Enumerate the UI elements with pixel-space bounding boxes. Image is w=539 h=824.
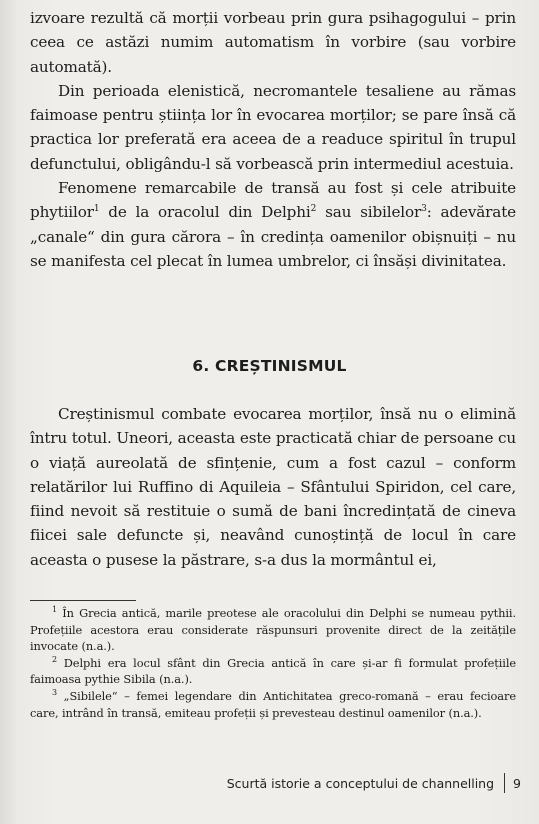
footnotes	[30, 605, 516, 721]
paragraph: Din perioada elenistică, necromantele tesaliene au rămas faimoase pentru știința lor în evocarea morților; se pare însă că practica lor preferată era aceea de a readuce spiritul în trupul defunctului, obligându-l să vorbească prin intermediul acestuia.	[30, 81, 516, 173]
footnote: $^2$ Delphi era locul sfânt din Grecia antică în care și-ar fi formulat profețiile faimoasa pythie Sibila (n.a.).	[30, 654, 516, 687]
body-text-section	[30, 402, 516, 572]
footnote-divider	[30, 600, 136, 601]
footnote: $^3$ „Sibilele“ – femei legendare din Antichitatea greco-romană – erau fecioare care, intrând în transă, emiteau profeții și prevesteau destinul oamenilor (n.a.).	[30, 687, 516, 720]
paragraph: Creștinismul combate evocarea morților, însă nu o elimină întru totul. Uneori, aceasta este practicată chiar de persoane cu o viață aureolată de sfințenie, cum a fost cazul – conform relatărilor lui Ruffino di Aquileia – Sfântului Spiridon, cel care, fiind nevoit să restituie o sumă de bani încredințată de cineva fiicei sale defuncte și, neavând cunoștință de locul în care aceasta o pusese la păstrare, s-a dus la mormântul ei,	[30, 405, 516, 569]
footnote-ref: 1	[93, 204, 100, 215]
section-heading: 6. CREȘTINISMUL	[192, 357, 347, 375]
body-text-top	[30, 6, 516, 273]
book-title: Scurtă istorie a conceptului de channelling	[226, 775, 495, 791]
paragraph-with-footnote-refs: Fenomene remarcabile de transă au fost și cele atribuite phytiilor$^1$ de la oracolul din Delphi$^2$ sau sibilelor$^3$: adevărate „canale“ din gura cărora – în credința oamenilor obișnuiți – nu se manifesta cel plecat în lumea umbrelor, ci însăși divinitatea.	[30, 179, 516, 270]
footnote-ref: 3	[421, 204, 427, 215]
footnote: $^1$ În Grecia antică, marile preotese ale oracolului din Delphi se numeau pythii. Profețiile acestora erau considerate răspunsuri provenite direct de la zeitățile invocate (n.a.).	[30, 605, 516, 654]
footer-divider	[504, 773, 505, 793]
footnote-ref: 2	[310, 204, 317, 215]
page-number: 9	[513, 775, 521, 791]
running-footer	[227, 773, 521, 793]
paragraph: izvoare rezultă că morții vorbeau prin gura psihagogului – prin ceea ce astăzi numim automatism în vorbire (sau vorbire automată).	[30, 9, 516, 76]
